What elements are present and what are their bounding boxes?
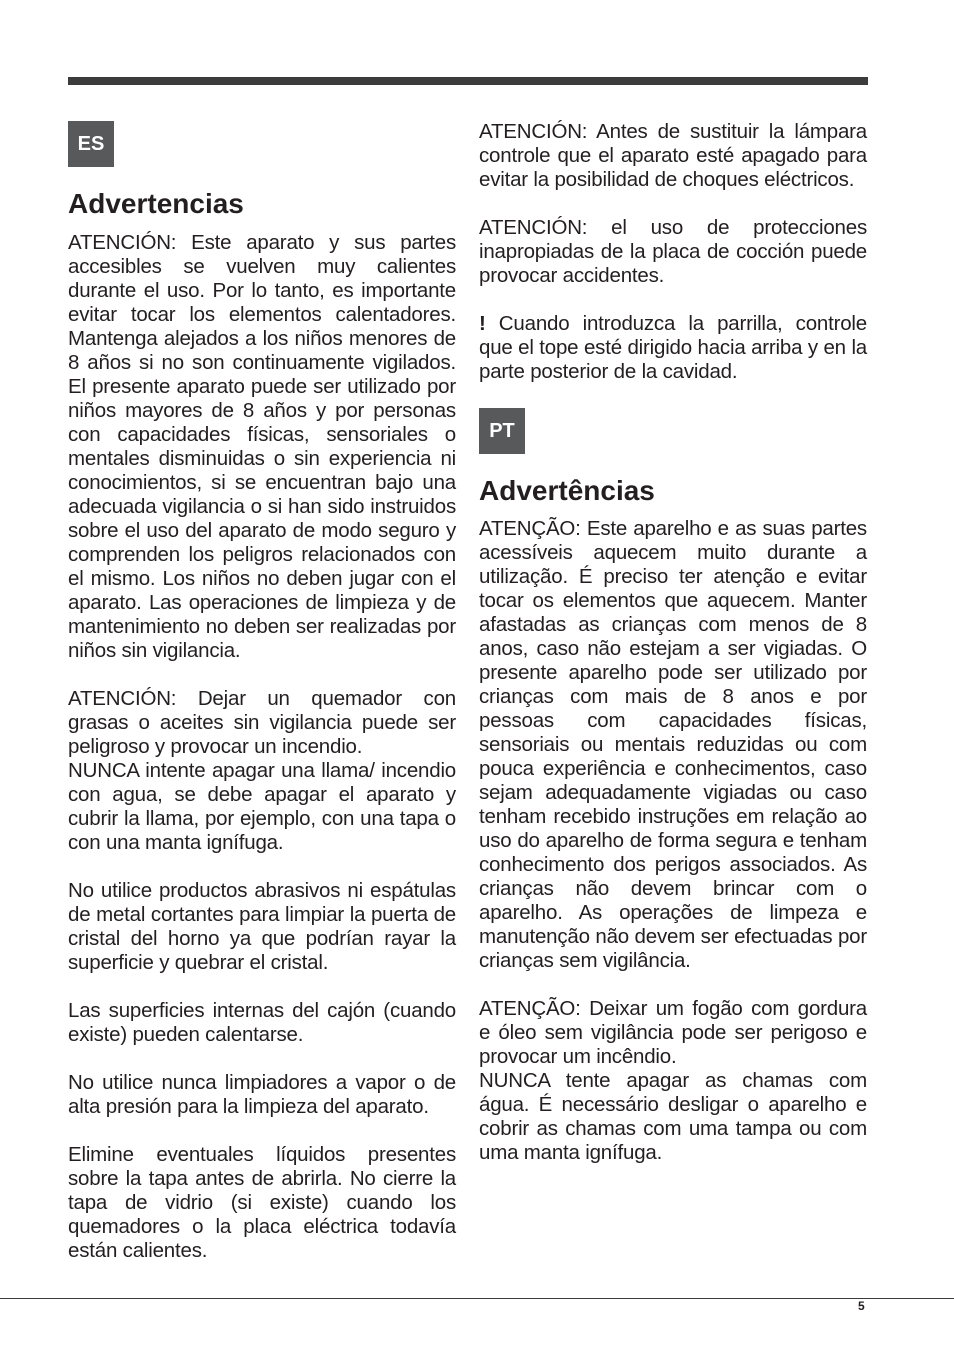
bottom-rule xyxy=(0,1298,954,1299)
right-column xyxy=(479,120,867,1189)
warning-paragraph: ATENCIÓN: el uso de protecciones inapropiadas de la placa de cocción puede provocar accidentes. xyxy=(479,216,867,287)
warning-paragraph: NUNCA tente apagar as chamas com água. É necessário desligar o aparelho e cobrir as chamas com uma tampa ou com uma manta ignífuga. xyxy=(479,1069,867,1164)
top-rule xyxy=(68,77,868,85)
warning-paragraph: ATENÇÃO: Este aparelho e as suas partes acessíveis aquecem muito durante a utilização. É preciso ter atenção e evitar tocar os elementos que aquecem. Manter afastadas as crianças com menos de 8 anos, caso não estejam a ser vigiadas. O presente aparelho pode ser utilizado por crianças com mais de 8 anos e por pessoas com capacidades físicas, sensoriais ou mentais reduzidas ou com pouca experiência e conhecimentos, caso sejam adequadamente vigiadas ou caso tenham recebido instruções em relação ao uso do aparelho de forma segura e tenham conhecimento dos perigos associados. As crianças não devem brincar com o aparelho. As operações de limpeza e manutenção não devem ser efectuadas por crianças sem vigilância. xyxy=(479,517,867,972)
warning-paragraph: Elimine eventuales líquidos presentes sobre la tapa antes de abrirla. No cierre la tapa de vidrio (si existe) cuando los quemadores o la placa eléctrica todavía están calientes. xyxy=(68,1143,456,1262)
left-column xyxy=(68,121,456,1287)
warning-paragraph: Las superficies internas del cajón (cuando existe) pueden calentarse. xyxy=(68,999,456,1046)
warning-paragraph: No utilice nunca limpiadores a vapor o de alta presión para la limpieza del aparato. xyxy=(68,1071,456,1118)
warning-paragraph: ATENCIÓN: Este aparato y sus partes accesibles se vuelven muy calientes durante el uso. Por lo tanto, es importante evitar tocar los elementos calentadores. Mantenga alejados a los niños menores de 8 años si no son continuamente vigilados. El presente aparato puede ser utilizado por niños mayores de 8 años y por personas con capacidades físicas, sensoriales o mentales disminuidas o sin experiencia ni conocimientos, si se encuentran bajo una adecuada vigilancia o si han sido instruidos sobre el uso del aparato de modo seguro y comprenden los peligros relacionados con el mismo. Los niños no deben jugar con el aparato. Las operaciones de limpieza y de mantenimiento no deben ser realizadas por niños sin vigilancia. xyxy=(68,231,456,662)
lang-badge-pt: PT xyxy=(479,408,525,454)
warning-paragraph: ATENCIÓN: Dejar un quemador con grasas o aceites sin vigilancia puede ser peligroso y provocar un incendio. xyxy=(68,687,456,758)
lang-badge-es: ES xyxy=(68,121,114,167)
warning-paragraph: No utilice productos abrasivos ni espátulas de metal cortantes para limpiar la puerta de cristal del horno ya que podrían rayar la superficie y quebrar el cristal. xyxy=(68,879,456,974)
warning-paragraph: NUNCA intente apagar una llama/ incendio con agua, se debe apagar el aparato y cubrir la llama, por ejemplo, con una tapa o con una manta ignífuga. xyxy=(68,759,456,854)
note-paragraph xyxy=(479,312,867,384)
heading-es: Advertencias xyxy=(68,188,244,219)
exclamation-icon: ! xyxy=(479,312,486,335)
warning-paragraph: ATENCIÓN: Antes de sustituir la lámpara controle que el aparato esté apagado para evitar la posibilidad de choques eléctricos. xyxy=(479,120,867,191)
pt-section xyxy=(479,408,867,1165)
heading-pt: Advertências xyxy=(479,475,655,506)
warning-paragraph: ATENÇÃO: Deixar um fogão com gordura e óleo sem vigilância pode ser perigoso e provocar um incêndio. xyxy=(479,997,867,1068)
page-number: 5 xyxy=(858,1299,865,1313)
note-text: Cuando introduzca la parrilla, controle que el tope esté dirigido hacia arriba y en la parte posterior de la cavidad. xyxy=(479,312,867,383)
